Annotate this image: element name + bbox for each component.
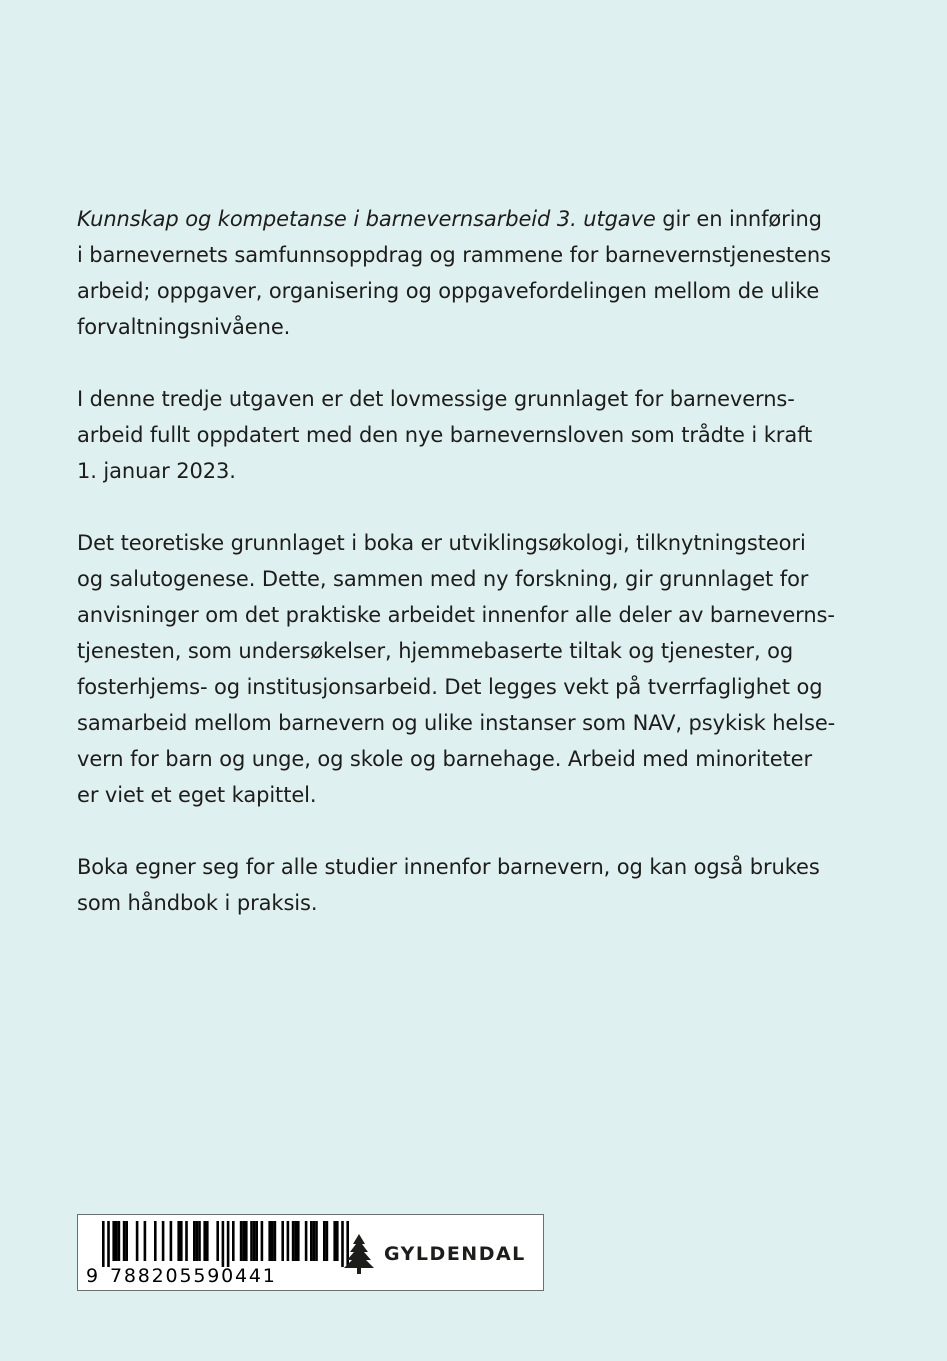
blurb-paragraph-edition (77, 381, 877, 489)
barcode-bar (177, 1221, 180, 1261)
barcode-bar (206, 1221, 209, 1261)
barcode-bar (313, 1221, 316, 1261)
blurb-paragraph-theory (77, 525, 877, 813)
barcode-bar (271, 1221, 274, 1261)
barcode-bar (144, 1221, 147, 1261)
blurb-line: Det teoretiske grunnlaget i boka er utviklingsøkologi, tilknytningsteori (77, 531, 806, 555)
pine-tree-icon (342, 1233, 376, 1275)
barcode-bar (180, 1221, 183, 1261)
blurb-line: vern for barn og unge, og skole og barnehage. Arbeid med minoriteter (77, 747, 813, 771)
barcode-bar (198, 1221, 201, 1261)
blurb-line: 1. januar 2023. (77, 459, 236, 483)
barcode-bar (297, 1221, 300, 1261)
isbn-digits: 788205590441 (110, 1265, 277, 1287)
blurb-line: er viet et eget kapittel. (77, 783, 317, 807)
barcode-bar (336, 1221, 339, 1261)
barcode-bar (193, 1221, 196, 1261)
publisher-logo (342, 1233, 526, 1275)
barcode-bar (274, 1221, 277, 1261)
barcode-bar (250, 1221, 253, 1261)
barcode-bar (315, 1221, 318, 1261)
barcode-bar (310, 1221, 313, 1261)
barcode-bar (240, 1221, 243, 1261)
blurb-line: i barnevernets samfunnsoppdrag og rammene for barnevernstjenestens (77, 243, 831, 267)
blurb-line: forvaltningsnivåene. (77, 315, 291, 339)
blurb-line: Kunnskap og kompetanse i barnevernsarbeid 3. utgave gir en innføring (77, 207, 822, 231)
book-title-italic: Kunnskap og kompetanse i barnevernsarbeid 3. utgave (77, 207, 656, 231)
barcode-bar (170, 1221, 173, 1261)
barcode-bar (107, 1221, 110, 1267)
blurb-line: og salutogenese. Dette, sammen med ny forskning, gir grunnlaget for (77, 567, 809, 591)
barcode-bar (216, 1221, 219, 1261)
isbn-barcode (86, 1221, 386, 1267)
barcode-bar (222, 1221, 225, 1267)
barcode-bar (125, 1221, 128, 1261)
barcode-bar (203, 1221, 206, 1261)
barcode-bar (136, 1221, 139, 1261)
barcode-bar (253, 1221, 256, 1261)
barcode-bar (281, 1221, 284, 1261)
blurb-line: tjenesten, som undersøkelser, hjemmebaserte tiltak og tjenester, og (77, 639, 794, 663)
isbn-number (86, 1265, 386, 1287)
barcode-bar (326, 1221, 329, 1261)
barcode-bar (255, 1221, 258, 1261)
blurb-line: som håndbok i praksis. (77, 891, 318, 915)
barcode-panel (77, 1214, 544, 1291)
blurb-line: arbeid fullt oppdatert med den nye barnevernsloven som trådte i kraft (77, 423, 813, 447)
blurb-line: arbeid; oppgaver, organisering og oppgavefordelingen mellom de ulike (77, 279, 820, 303)
barcode-bar (112, 1221, 115, 1261)
barcode-bar (323, 1221, 326, 1261)
barcode-bar (196, 1221, 199, 1261)
back-cover-blurb (77, 201, 877, 957)
blurb-line: fosterhjems- og institusjonsarbeid. Det legges vekt på tverrfaglighet og (77, 675, 823, 699)
blurb-paragraph-intro (77, 201, 877, 345)
barcode-bar (154, 1221, 157, 1261)
blurb-paragraph-audience (77, 849, 877, 921)
publisher-name: GYLDENDAL (384, 1243, 526, 1265)
barcode-bar (123, 1221, 126, 1261)
barcode-bar (232, 1221, 235, 1261)
barcode-bar (118, 1221, 121, 1261)
blurb-line: anvisninger om det praktiske arbeidet innenfor alle deler av barneverns- (77, 603, 835, 627)
barcode-bar (162, 1221, 165, 1261)
barcode-bar (185, 1221, 188, 1261)
isbn-first-digit: 9 (86, 1265, 99, 1287)
blurb-line: I denne tredje utgaven er det lovmessige grunnlaget for barneverns- (77, 387, 795, 411)
barcode-bar (333, 1221, 336, 1261)
barcode-bar (242, 1221, 245, 1261)
barcode-bar (227, 1221, 230, 1267)
barcode-bar (305, 1221, 308, 1261)
barcode-bar (287, 1221, 290, 1261)
barcode-bar (261, 1221, 264, 1261)
blurb-line: Boka egner seg for alle studier innenfor barnevern, og kan også brukes (77, 855, 820, 879)
barcode-bar (268, 1221, 271, 1261)
barcode-bar (115, 1221, 118, 1261)
barcode-bar (292, 1221, 295, 1261)
blurb-line: samarbeid mellom barnevern og ulike instanser som NAV, psykisk helse- (77, 711, 836, 735)
barcode-bar (245, 1221, 248, 1261)
barcode-bar (294, 1221, 297, 1261)
barcode-bar (102, 1221, 105, 1267)
